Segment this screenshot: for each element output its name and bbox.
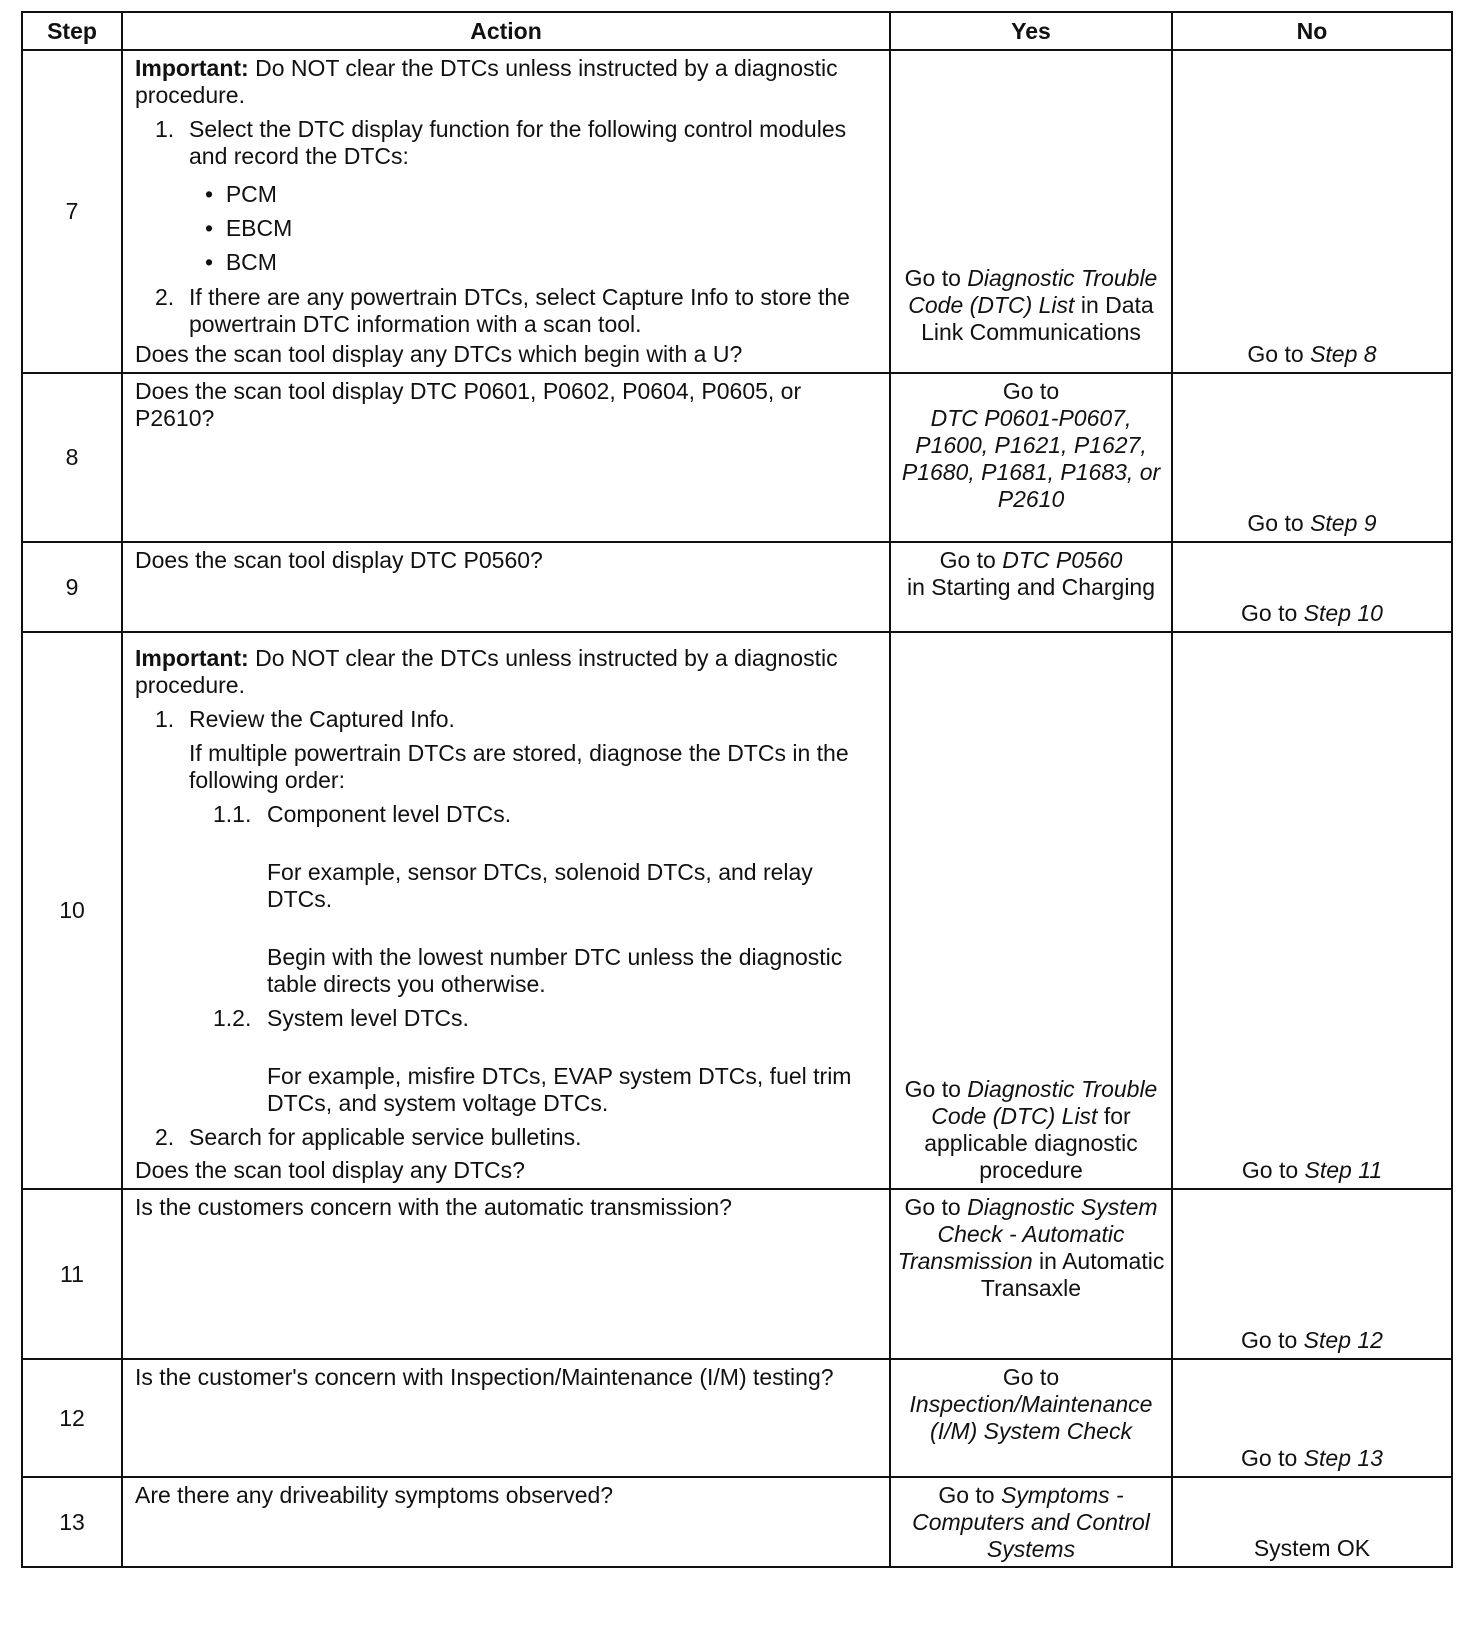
table-row	[22, 1359, 1452, 1477]
no-cell	[1172, 632, 1452, 1189]
no-cell	[1172, 1189, 1452, 1359]
yes-link[interactable]: Diagnostic Trouble Code (DTC) List	[908, 265, 1158, 318]
yes-cell	[890, 632, 1172, 1189]
action-cell	[122, 373, 890, 542]
list-item-detail: For example, sensor DTCs, solenoid DTCs, and relay DTCs.	[267, 859, 813, 912]
action-cell	[122, 1477, 890, 1567]
step-number: 8	[22, 373, 122, 542]
header-row	[22, 12, 1452, 50]
no-link[interactable]: Step 11	[1304, 1157, 1383, 1183]
no-link[interactable]: Step 10	[1303, 600, 1383, 626]
header-yes: Yes	[890, 12, 1172, 50]
yes-cell	[890, 1359, 1172, 1477]
no-cell	[1172, 542, 1452, 632]
action-cell	[122, 542, 890, 632]
list-item: 1.1. Component level DTCs.	[213, 801, 512, 827]
no-link[interactable]: Step 13	[1303, 1445, 1383, 1471]
list-item-detail: If multiple powertrain DTCs are stored, diagnose the DTCs in the following order:	[189, 740, 849, 793]
diagnostic-table	[21, 11, 1453, 1568]
yes-link[interactable]: Inspection/Maintenance (I/M) System Check	[909, 1391, 1153, 1444]
yes-link[interactable]: Diagnostic Trouble Code (DTC) List	[931, 1076, 1158, 1129]
yes-link[interactable]: DTC P0560	[1002, 547, 1123, 573]
list-item: 2. Search for applicable service bulletins.	[155, 1124, 582, 1150]
no-action: Go to Step 12	[1241, 1327, 1383, 1353]
action-cell	[122, 50, 890, 373]
no-link[interactable]: Step 8	[1310, 341, 1377, 367]
question: Is the customer's concern with Inspection/Maintenance (I/M) testing?	[135, 1364, 834, 1390]
no-cell	[1172, 50, 1452, 373]
yes-action: Go to DTC P0601-P0607, P1600, P1621, P1627, P1680, P1681, P1683, or P2610	[901, 378, 1161, 512]
no-action: Go to Step 8	[1247, 341, 1377, 367]
list-item: 1. Select the DTC display function for the following control modules and record the DTCs:	[155, 116, 847, 169]
table-row	[22, 50, 1452, 373]
yes-action: Go to Inspection/Maintenance (I/M) System Check	[909, 1364, 1153, 1444]
question: Is the customers concern with the automatic transmission?	[135, 1194, 732, 1220]
table-row	[22, 542, 1452, 632]
no-cell	[1172, 1477, 1452, 1567]
header-action: Action	[122, 12, 890, 50]
step-number: 12	[22, 1359, 122, 1477]
no-action: Go to Step 11	[1241, 1157, 1383, 1183]
list-item-detail: For example, misfire DTCs, EVAP system DTCs, fuel trim DTCs, and system voltage DTCs.	[267, 1063, 852, 1116]
yes-action: Go to Symptoms - Computers and Control Systems	[912, 1482, 1150, 1562]
step-number: 7	[22, 50, 122, 373]
question: Does the scan tool display DTC P0601, P0602, P0604, P0605, or P2610?	[135, 378, 802, 431]
table-row	[22, 1189, 1452, 1359]
question: Does the scan tool display any DTCs which begin with a U?	[135, 341, 743, 367]
yes-cell	[890, 50, 1172, 373]
list-item: 1.2. System level DTCs.	[213, 1005, 469, 1031]
yes-cell	[890, 542, 1172, 632]
question: Does the scan tool display DTC P0560?	[135, 547, 543, 573]
yes-action: Go to Diagnostic Trouble Code (DTC) List in Data Link Communications	[904, 265, 1158, 345]
yes-link[interactable]: DTC P0601-P0607, P1600, P1621, P1627, P1680, P1681, P1683, or P2610	[901, 405, 1161, 512]
no-link[interactable]: Step 9	[1310, 510, 1377, 536]
yes-action: Go to Diagnostic System Check - Automatic Transmission in Automatic Transaxle	[897, 1194, 1165, 1301]
no-action: Go to Step 10	[1241, 600, 1383, 626]
list-item-detail: Begin with the lowest number DTC unless the diagnostic table directs you otherwise.	[267, 944, 843, 997]
table-row	[22, 1477, 1452, 1567]
table-row	[22, 373, 1452, 542]
question: Are there any driveability symptoms observed?	[135, 1482, 614, 1508]
list-item: • EBCM	[205, 215, 293, 241]
no-cell	[1172, 1359, 1452, 1477]
yes-cell	[890, 1477, 1172, 1567]
table-row	[22, 632, 1452, 1189]
list-item: • BCM	[205, 249, 277, 275]
step-number: 9	[22, 542, 122, 632]
list-item: • PCM	[205, 181, 277, 207]
no-cell	[1172, 373, 1452, 542]
yes-cell	[890, 1189, 1172, 1359]
yes-cell	[890, 373, 1172, 542]
no-action: Go to Step 13	[1241, 1445, 1383, 1471]
important-note: Important: Do NOT clear the DTCs unless instructed by a diagnostic procedure.	[135, 645, 838, 698]
step-number: 11	[22, 1189, 122, 1359]
yes-action: Go to Diagnostic Trouble Code (DTC) List for applicable diagnostic procedure	[904, 1076, 1158, 1183]
action-cell	[122, 1189, 890, 1359]
action-cell	[122, 632, 890, 1189]
step-number: 13	[22, 1477, 122, 1567]
yes-link[interactable]: Diagnostic System Check - Automatic Transmission	[897, 1194, 1158, 1274]
list-item: 2. If there are any powertrain DTCs, select Capture Info to store the powertrain DTC information with a scan tool.	[155, 284, 850, 337]
header-no: No	[1172, 12, 1452, 50]
step-number: 10	[22, 632, 122, 1189]
no-action: Go to Step 9	[1247, 510, 1377, 536]
no-action: System OK	[1253, 1535, 1371, 1561]
question: Does the scan tool display any DTCs?	[135, 1157, 525, 1183]
list-item: 1. Review the Captured Info.	[155, 706, 455, 732]
no-link[interactable]: Step 12	[1303, 1327, 1383, 1353]
header-step: Step	[22, 12, 122, 50]
important-note: Important: Do NOT clear the DTCs unless instructed by a diagnostic procedure.	[135, 55, 838, 108]
yes-action: Go to DTC P0560 in Starting and Charging	[906, 547, 1156, 600]
action-cell	[122, 1359, 890, 1477]
yes-link[interactable]: Symptoms - Computers and Control Systems	[912, 1482, 1150, 1562]
module-list	[135, 177, 879, 279]
